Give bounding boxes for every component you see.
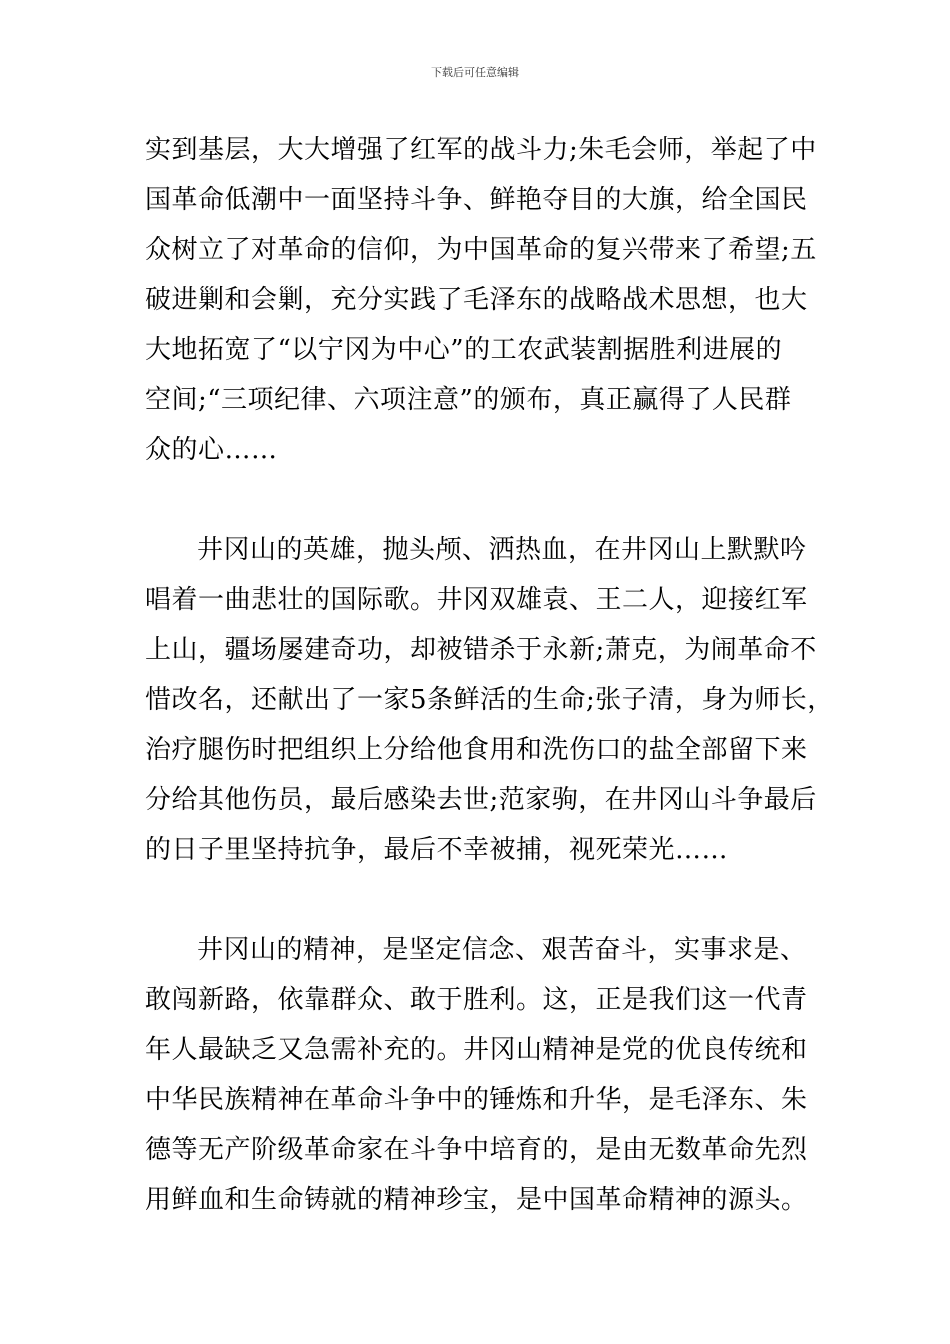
paragraph-2-line-3: 上山，疆场屡建奇功，却被错杀于永新;萧克，为闹革命不 (145, 635, 817, 665)
page-header: 下载后可任意编辑 (431, 66, 519, 79)
paragraph-2-line-6: 分给其他伤员，最后感染去世;范家驹，在井冈山斗争最后 (145, 785, 817, 815)
paragraph-1-line-3: 众树立了对革命的信仰，为中国革命的复兴带来了希望;五 (145, 235, 817, 265)
paragraph-3-line-2: 敢闯新路，依靠群众、敢于胜利。这，正是我们这一代青 (145, 985, 808, 1015)
paragraph-3-line-6: 用鲜血和生命铸就的精神珍宝，是中国革命精神的源头。 (145, 1185, 808, 1215)
paragraph-1-line-4: 破进剿和会剿，充分实践了毛泽东的战略战术思想，也大 (145, 285, 808, 315)
paragraph-1-line-1: 实到基层，大大增强了红军的战斗力;朱毛会师，举起了中 (145, 135, 817, 165)
paragraph-3-line-3: 年人最缺乏又急需补充的。井冈山精神是党的优良传统和 (145, 1035, 808, 1065)
paragraph-1-line-7: 众的心…… (145, 435, 278, 465)
paragraph-1-line-6: 空间;“三项纪律、六项注意”的颁布，真正赢得了人民群 (145, 385, 792, 415)
paragraph-1-line-2: 国革命低潮中一面坚持斗争、鲜艳夺目的大旗，给全国民 (145, 185, 808, 215)
paragraph-3-line-1: 井冈山的精神，是坚定信念、艰苦奋斗，实事求是、 (197, 935, 807, 965)
paragraph-2-line-1: 井冈山的英雄，抛头颅、洒热血，在井冈山上默默吟 (197, 535, 807, 565)
paragraph-3-line-4: 中华民族精神在革命斗争中的锤炼和升华，是毛泽东、朱 (145, 1085, 808, 1115)
paragraph-2-line-4: 惜改名，还献出了一家5条鲜活的生命;张子清，身为师长， (145, 685, 834, 715)
paragraph-2-line-5: 治疗腿伤时把组织上分给他食用和洗伤口的盐全部留下来 (145, 735, 808, 765)
paragraph-2-line-7: 的日子里坚持抗争，最后不幸被捕，视死荣光…… (145, 835, 729, 865)
paragraph-3-line-5: 德等无产阶级革命家在斗争中培育的，是由无数革命先烈 (145, 1135, 808, 1165)
paragraph-1-line-5: 大地拓宽了“以宁冈为中心”的工农武装割据胜利进展的 (145, 335, 783, 365)
paragraph-2-line-2: 唱着一曲悲壮的国际歌。井冈双雄袁、王二人，迎接红军 (145, 585, 808, 615)
